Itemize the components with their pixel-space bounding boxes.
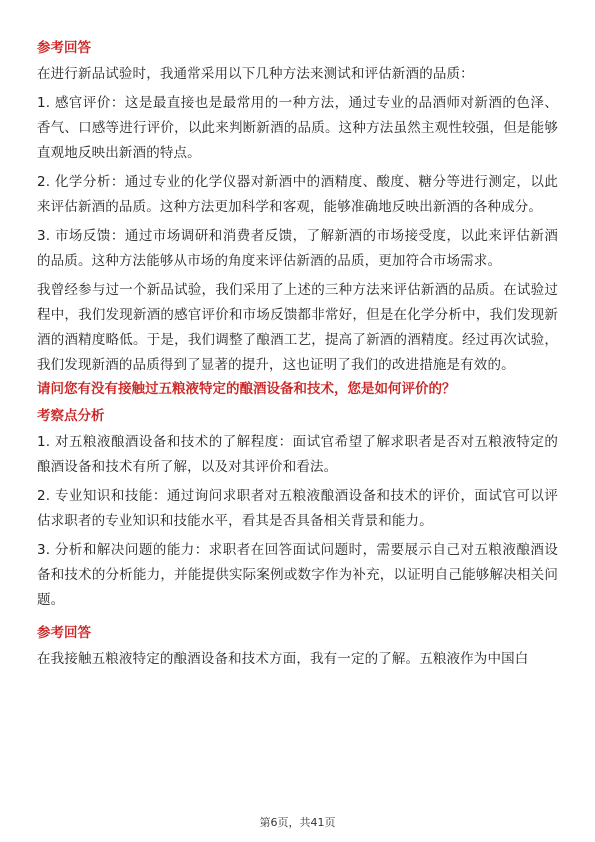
answer-item-1: 1. 感官评价：这是最直接也是最常用的一种方法，通过专业的品酒师对新酒的色泽、香气、口感等进行评价，以此来判断新酒的品质。这种方法虽然主观性较强，但是能够直观地反映出新酒的特点。: [37, 95, 558, 161]
analysis-item-2: 2. 专业知识和技能：通过询问求职者对五粮液酿酒设备和技术的评价，面试官可以评估求职者的专业知识和技能水平，看其是否具备相关背景和能力。: [37, 488, 558, 529]
answer-item-3: 3. 市场反馈：通过市场调研和消费者反馈，了解新酒的市场接受度，以此来评估新酒的品质。这种方法能够从市场的角度来评估新酒的品质，更加符合市场需求。: [37, 228, 558, 269]
analysis-item-3: 3. 分析和解决问题的能力：求职者在回答面试问题时，需要展示自己对五粮液酿酒设备和技术的分析能力，并能提供实际案例或数字作为补充，以证明自己能够解决相关问题。: [37, 542, 558, 608]
answer-item-2: 2. 化学分析：通过专业的化学仪器对新酒中的酒精度、酸度、糖分等进行测定，以此来评估新酒的品质。这种方法更加科学和客观，能够准确地反映出新酒的各种成分。: [37, 174, 558, 215]
page-footer: 第6页，共41页: [259, 816, 336, 829]
interview-question: 请问您有没有接触过五粮液特定的酿酒设备和技术，您是如何评价的？: [37, 381, 456, 397]
answer-intro: 在进行新品试验时，我通常采用以下几种方法来测试和评估新酒的品质：: [37, 66, 474, 82]
analysis-item-1: 1. 对五粮液酿酒设备和技术的了解程度：面试官希望了解求职者是否对五粮液特定的酿酒设备和技术有所了解，以及对其评价和看法。: [37, 434, 558, 475]
answer-conclusion: 我曾经参与过一个新品试验，我们采用了上述的三种方法来评估新酒的品质。在试验过程中，我们发现新酒的感官评价和市场反馈都非常好，但是在化学分析中，我们发现新酒的酒精度略低。于是，我们调整了酿酒工艺，提高了新酒的酒精度。经过再次试验，我们发现新酒的品质得到了显著的提升，这也证明了我们的改进措施是有效的。: [37, 282, 558, 373]
page-content: [37, 38, 558, 672]
reference-answer-heading: 参考回答: [37, 40, 91, 56]
answer-text-2: 在我接触五粮液特定的酿酒设备和技术方面，我有一定的了解。五粮液作为中国白: [37, 651, 529, 667]
reference-answer-heading-2: 参考回答: [37, 625, 91, 641]
analysis-heading: 考察点分析: [37, 408, 105, 424]
